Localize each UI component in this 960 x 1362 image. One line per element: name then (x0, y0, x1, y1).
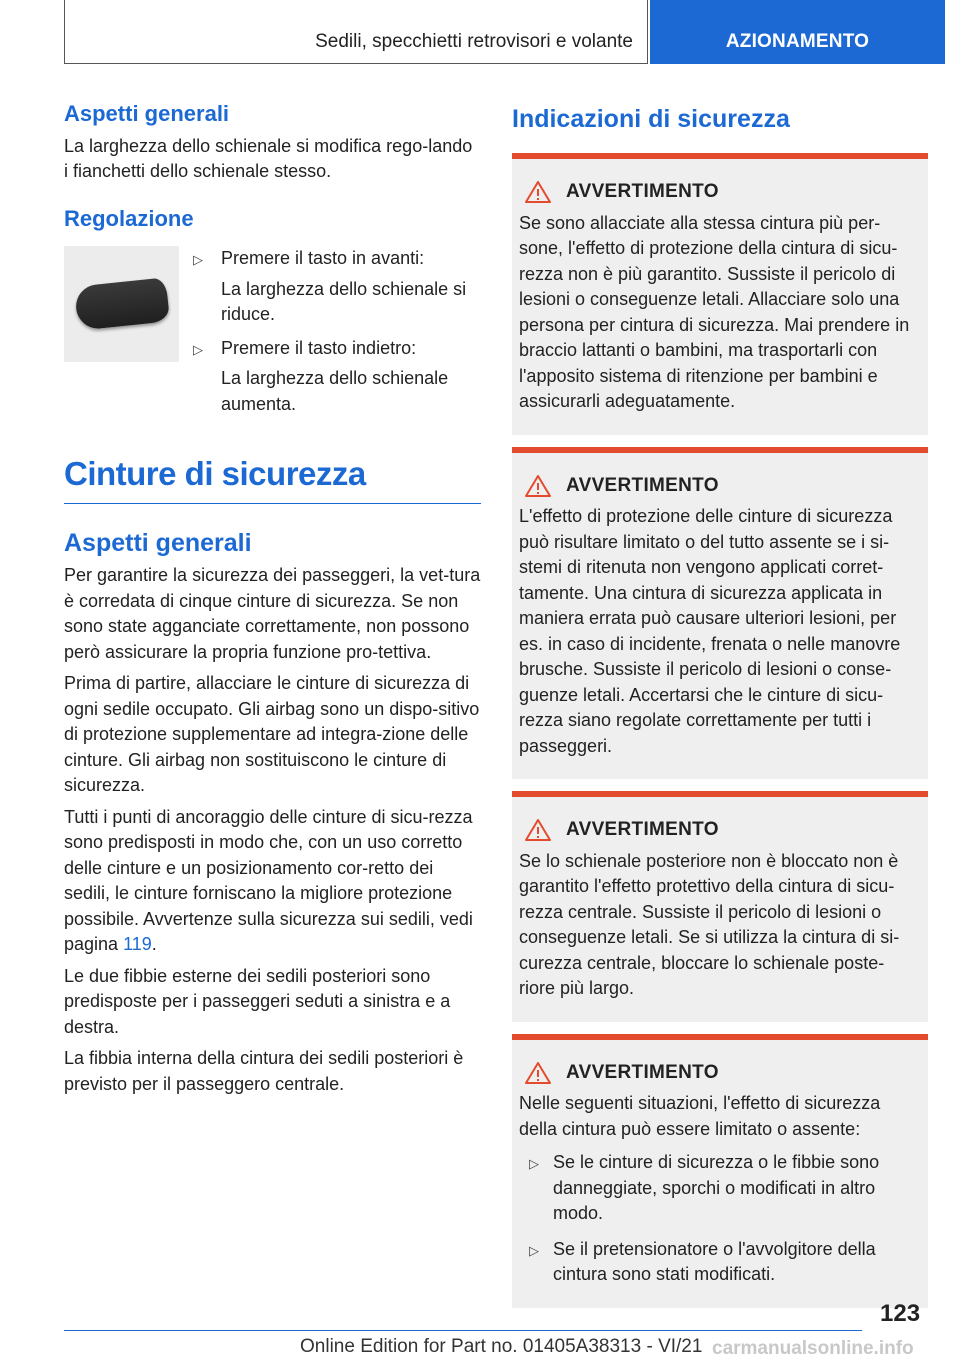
warning-box (512, 447, 928, 780)
seat-button-icon (73, 277, 169, 330)
list-item (519, 1150, 920, 1227)
page-number: 123 (880, 1300, 921, 1327)
header-section-title (64, 0, 648, 64)
warning-header (524, 179, 920, 205)
warning-triangle-icon (524, 818, 552, 842)
warning-triangle-icon (524, 180, 552, 204)
belts-paragraph-3-end: . (151, 934, 157, 955)
triangle-bullet-icon: ▷ (193, 252, 203, 267)
adjust-item-result: La larghezza dello schienale si riduce. (221, 278, 467, 324)
adjust-item-result: La larghezza dello schienale aumenta. (221, 368, 449, 414)
adjust-heading: Regolazione (64, 205, 194, 231)
warning-text: Se sono allacciate alla stessa cintura più per-sone, l'effetto di protezione della cintura di sicu-rezza non è più garantito. Sussiste il pericolo di lesioni o conseguenze letali. Allacciare solo una persona per cintura di sicurezza. Mai prendere in braccio lattanti o bambini, ma trasportarli con l'apposito sistema di ritenzione per bambini e assicurarli adeguatamente. (519, 212, 910, 412)
warning-title: AVVERTIMENTO (566, 1061, 719, 1083)
belts-paragraph-3-text: Tutti i punti di ancoraggio delle cinture di sicu-rezza sono predisposti in modo che, con un uso corretto delle cinture e un posizionamento cor-retto dei sedili, le cinture forniscano la migliore protezione possibile. Avvertenze sulla sicurezza sui sedili, vedi pagina (64, 806, 473, 955)
adjust-item-label: Premere il tasto indietro: (221, 337, 417, 358)
belts-paragraph-2: Prima di partire, allacciare le cinture di sicurezza di ogni sedile occupato. Gli airbag sono un dispo-sitivo di protezione supplementare ad integra-zione delle cinture. Gli airbag non sostituiscono le cinture di sicurezza. (64, 673, 480, 796)
warning-text: L'effetto di protezione delle cinture di sicurezza può risultare limitato o del tutto assente se i si-stemi di ritenuta non vengono applicati corret-tamente. Una cintura di sicurezza applicata in maniera errata può causare ulteriori lesioni, per es. in caso di incidente, frenata o nelle manovre brusche. Sussiste il pericolo di lesioni o conse-guenze letali. Accertarsi che le cinture di sicu-rezza siano regolate correttamente per tutti i passeggeri. (519, 506, 901, 756)
adjust-item-label: Premere il tasto in avanti: (221, 248, 425, 268)
warning-text: Se lo schienale posteriore non è bloccato non è garantito l'effetto protettivo della cintura di sicu-rezza centrale. Sussiste il pericolo di lesioni o conseguenze letali. Se si utilizza la cintura di si-curezza centrale, bloccare lo schienale poste-riore più largo. (519, 850, 900, 999)
footer-divider (64, 1330, 862, 1331)
section-title: Sedili, specchietti retrovisori e volante (315, 30, 633, 52)
triangle-bullet-icon: ▷ (193, 341, 203, 357)
header-chapter-tab[interactable] (650, 0, 945, 64)
belts-heading-text: Cinture di sicurezza (64, 455, 366, 492)
warning-title: AVVERTIMENTO (566, 819, 719, 841)
triangle-bullet-icon: ▷ (529, 1242, 539, 1258)
footer-edition: Online Edition for Part no. 01405A38313 - VI/21 (300, 1336, 703, 1357)
belts-paragraph-5: La fibbia interna della cintura dei sedili posteriori è previsto per il passeggero centrale. (64, 1048, 464, 1094)
warning-list-item: Se le cinture di sicurezza o le fibbie sono danneggiate, sporchi o modificati in altro modo. (553, 1152, 880, 1224)
warning-list-item: Se il pretensionatore o l'avvolgitore della cintura sono stati modificati. (553, 1238, 876, 1285)
warning-box (512, 1034, 928, 1308)
list-item (193, 246, 481, 273)
warning-triangle-icon (524, 1061, 552, 1085)
belts-general-heading: Aspetti generali (64, 529, 252, 557)
belts-paragraph-4: Le due fibbie esterne dei sedili posteriori sono predisposte per i passeggeri seduti a sinistra e a destra. (64, 965, 451, 1037)
warning-title: AVVERTIMENTO (566, 181, 719, 203)
warning-box (512, 153, 928, 435)
warning-triangle-icon (524, 474, 552, 498)
watermark: carmanualsonline.info (712, 1338, 914, 1359)
belts-paragraph-3 (64, 805, 481, 958)
width-adjust-button-image (64, 246, 179, 362)
safety-heading: Indicazioni di sicurezza (512, 105, 790, 133)
chapter-title: AZIONAMENTO (725, 31, 870, 52)
adjust-block (64, 246, 481, 417)
warning-header (524, 1060, 920, 1086)
page-reference-link[interactable]: 119 (123, 934, 152, 955)
list-item (519, 1237, 920, 1288)
belts-paragraph-1: Per garantire la sicurezza dei passeggeri, la vet-tura è corredata di cinque cinture di sicurezza. Se non sono state agganciate correttamente, non possono però assicurare la propria funzione pro-tettiva. (64, 565, 481, 662)
triangle-bullet-icon: ▷ (529, 1156, 539, 1172)
warning-box (512, 791, 928, 1022)
left-column (64, 100, 481, 1097)
list-item (193, 336, 481, 363)
warning-text: Nelle seguenti situazioni, l'effetto di sicurezza della cintura può essere limitato o assente: (519, 1093, 881, 1139)
belts-heading (64, 455, 481, 504)
warning-header (524, 817, 920, 843)
warning-title: AVVERTIMENTO (566, 474, 719, 496)
right-column (512, 100, 928, 1308)
warning-header (524, 473, 920, 499)
adjust-list (193, 246, 481, 417)
general-text: La larghezza dello schienale si modifica rego-lando i fianchetti dello schienale stesso. (64, 135, 473, 181)
general-heading: Aspetti generali (64, 101, 230, 126)
